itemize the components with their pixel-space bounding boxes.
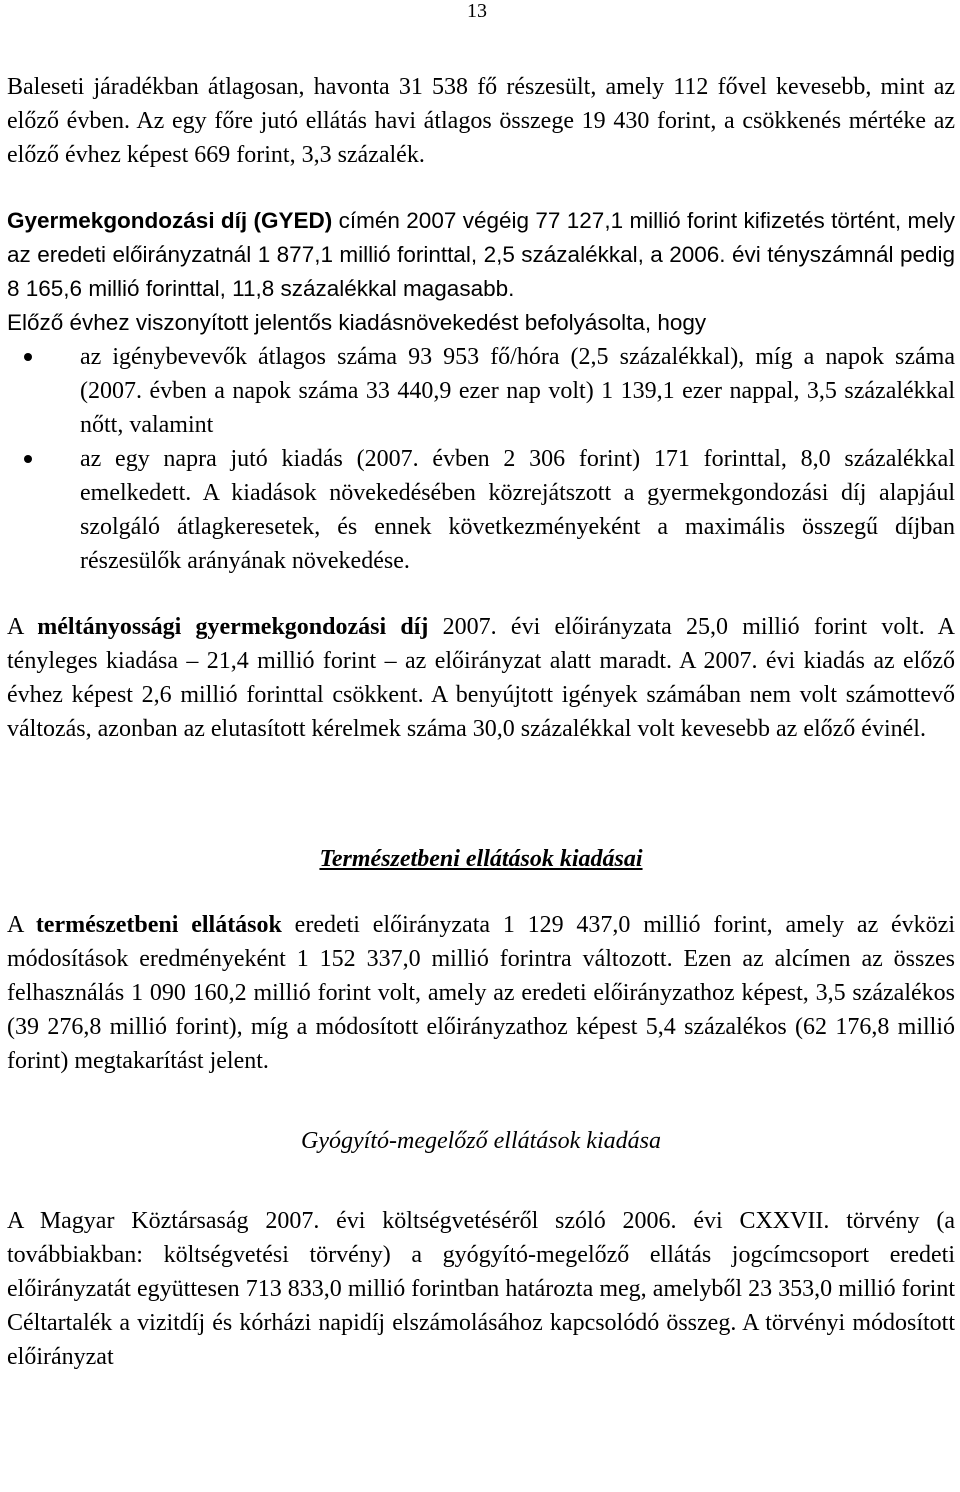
meltanyossagi-text: 2007. évi előirányzata 25,0 millió forint volt. A tényleges kiadása – 21,4 millió forint – az előirányzat alatt maradt. A 2007. évi kiadás az előző évhez képest 2,6 millió forinttal csökkent. A benyújtott igények számában nem volt számottevő változás, azonban az elutasított kérelmek száma 30,0 százalékkal volt kevesebb az előző évinél.: [7, 614, 955, 742]
meltanyossagi-pre: A: [7, 614, 38, 640]
paragraph-gyogyito: A Magyar Köztársaság 2007. évi költségvetéséről szóló 2006. évi CXXVII. törvény (a továbbiakban: költségvetési törvény) a gyógyító-megelőző ellátás jogcímcsoport eredeti előirányzatát együttesen 713 833,0 millió forintban határozta meg, amelyből 23 353,0 millió forint Céltartalék a vizitdíj és kórházi napidíj elszámolásához kapcsolódó összeg. A törvényi módosított előirányzat: [7, 1208, 955, 1370]
subsection-heading: Gyógyító-megelőző ellátások kiadása: [301, 1128, 661, 1154]
paragraph-baleseti: Baleseti járadékban átlagosan, havonta 31 538 fő részesült, amely 112 fővel kevesebb, mint az előző évben. Az egy főre jutó ellátás havi átlagos összege 19 430 forint, a csökkenés mértéke az előző évhez képest 669 forint, 3,3 százalék.: [7, 74, 955, 168]
section-heading: Természetbeni ellátások kiadásai: [319, 846, 643, 872]
term-meltanyossagi: méltányossági gyermekgondozási díj: [37, 614, 429, 640]
termeszetbeni-text: eredeti előirányzata 1 129 437,0 millió forint, amely az évközi módosítások eredményeként 1 152 337,0 millió forintra változott. Ezen az alcímen az összes felhasználás 1 090 160,2 millió forint volt, amely az eredeti előirányzathoz képest, 3,5 százalékos (39 276,8 millió forint), míg a módosított előirányzathoz képest 5,4 százalékos (62 176,8 millió forint) megtakarítást jelent.: [7, 912, 955, 1074]
term-termeszetbeni: természetbeni ellátások: [35, 912, 282, 938]
termeszetbeni-pre: A: [7, 912, 36, 938]
paragraph-gyed-intro: Előző évhez viszonyított jelentős kiadásnövekedést befolyásolta, hogy: [7, 310, 707, 335]
term-gyed: Gyermekgondozási díj (GYED): [7, 208, 333, 233]
gyed-text: címén 2007 végéig 77 127,1 millió forint kifizetés történt, mely az eredeti előirányzatnál 1 877,1 millió forinttal, 2,5 százalékkal, a 2006. évi tényszámnál pedig 8 165,6 millió forinttal, 11,8 százalékkal magasabb.: [7, 208, 955, 301]
paragraph-meltanyossagi: [7, 610, 955, 746]
page-number: 13: [467, 0, 487, 22]
list-item: az igénybevevők átlagos száma 93 953 fő/hóra (2,5 százalékkal), míg a napok száma (2007. évben a napok száma 33 440,9 ezer nap volt) 1 139,1 ezer nappal, 3,5 százalékkal nőtt, valamint: [7, 340, 955, 442]
document-body: [7, 70, 955, 1374]
paragraph-gyed: [7, 204, 955, 306]
paragraph-termeszetbeni: [7, 908, 955, 1078]
gyed-bullet-list: [7, 340, 955, 578]
list-item: az egy napra jutó kiadás (2007. évben 2 306 forint) 171 forinttal, 8,0 százalékkal emelkedett. A kiadások növekedésében közrejátszott a gyermekgondozási díj alapjául szolgáló átlagkeresetek, és ennek következményeként a maximális összegű díjban részesülők arányának növekedése.: [7, 442, 955, 578]
